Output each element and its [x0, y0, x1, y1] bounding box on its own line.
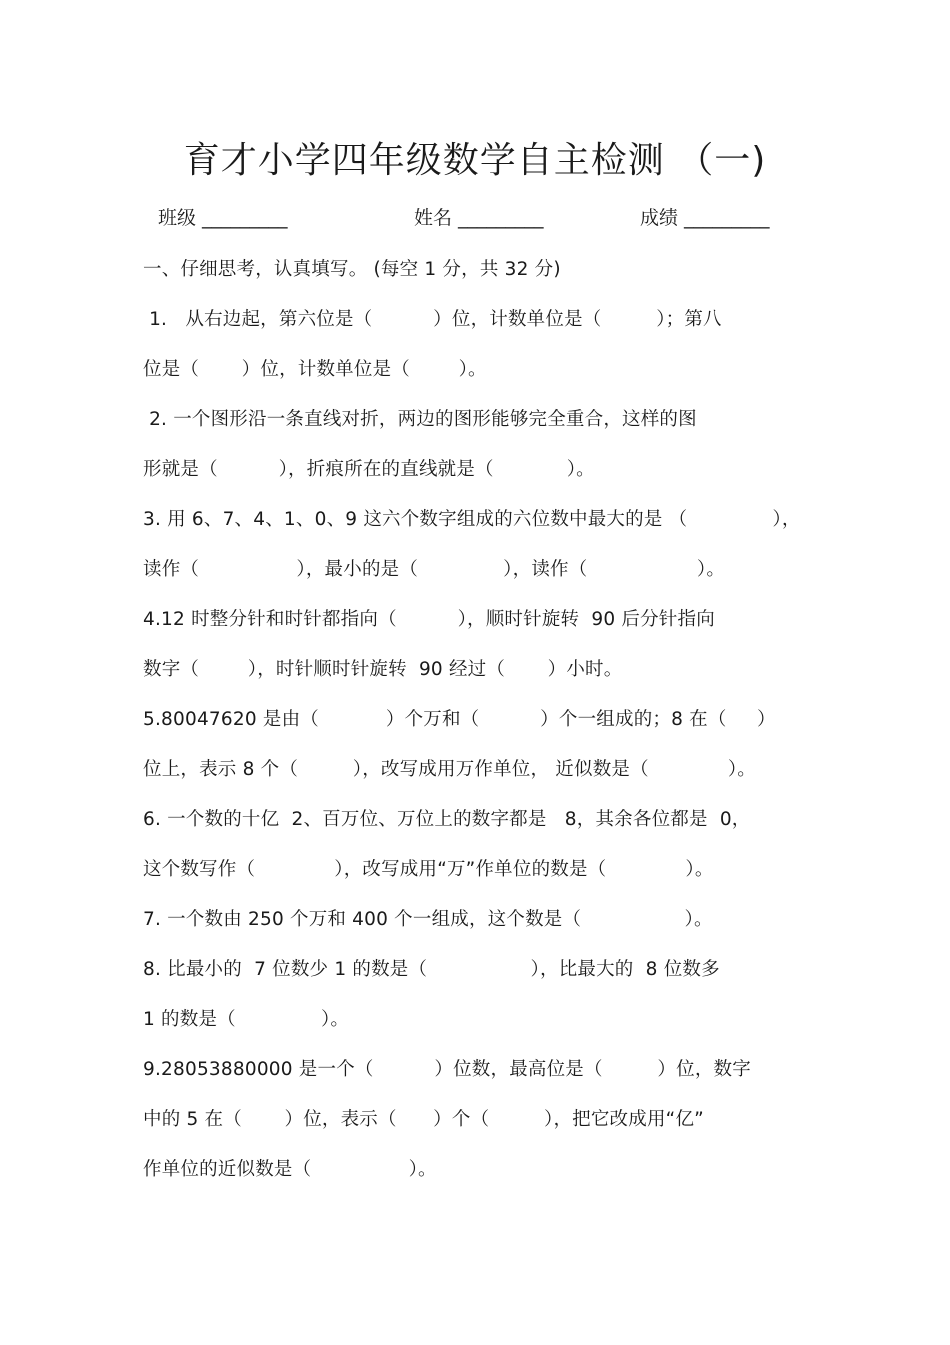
question-line: 8. 比最小的 7 位数少 1 的数是（ ），比最大的 8 位数多	[143, 959, 720, 980]
question-line: 6. 一个数的十亿 2、百万位、万位上的数字都是 8，其余各位都是 0，	[143, 809, 751, 830]
section-heading: 一、仔细思考，认真填写。 (每空 1 分，共 32 分)	[143, 259, 561, 280]
question-line: 1. 从右边起，第六位是（ ）位，计数单位是（ ）；第八	[143, 309, 722, 330]
question-line: 这个数写作（ ），改写成用“万”作单位的数是（ ）。	[143, 859, 714, 880]
question-line: 5.80047620 是由（ ）个万和（ ）个一组成的；8 在（ ）	[143, 709, 776, 730]
question-line: 位上，表示 8 个（ ），改写成用万作单位， 近似数是（ ）。	[143, 759, 756, 780]
page-title: 育才小学四年级数学自主检测 （一)	[183, 140, 767, 181]
question-line: 2. 一个图形沿一条直线对折，两边的图形能够完全重合，这样的图	[143, 409, 697, 430]
question-line: 中的 5 在（ ）位，表示（ ）个（ ），把它改成用“亿”	[143, 1109, 704, 1130]
question-line: 9.28053880000 是一个（ ）位数，最高位是（ ）位，数字	[143, 1059, 751, 1080]
score-field: 成绩 _________	[640, 207, 770, 229]
question-line: 1 的数是（ ）。	[143, 1009, 350, 1030]
question-line: 作单位的近似数是（ ）。	[143, 1159, 437, 1180]
question-line: 7. 一个数由 250 个万和 400 个一组成，这个数是（ ）。	[143, 909, 713, 930]
question-line: 3. 用 6、7、4、1、0、9 这六个数字组成的六位数中最大的是 （ ），	[143, 509, 801, 530]
name-field: 姓名 _________	[414, 207, 544, 229]
question-line: 形就是（ ），折痕所在的直线就是（ ）。	[143, 459, 595, 480]
question-line: 4.12 时整分针和时针都指向（ ），顺时针旋转 90 后分针指向	[143, 609, 715, 630]
class-field: 班级 _________	[158, 207, 288, 229]
question-line: 数字（ ），时针顺时针旋转 90 经过（ ）小时。	[143, 659, 623, 680]
question-line: 位是（ ）位，计数单位是（ ）。	[143, 359, 487, 380]
question-line: 读作（ ），最小的是（ ），读作（ ）。	[143, 559, 726, 580]
